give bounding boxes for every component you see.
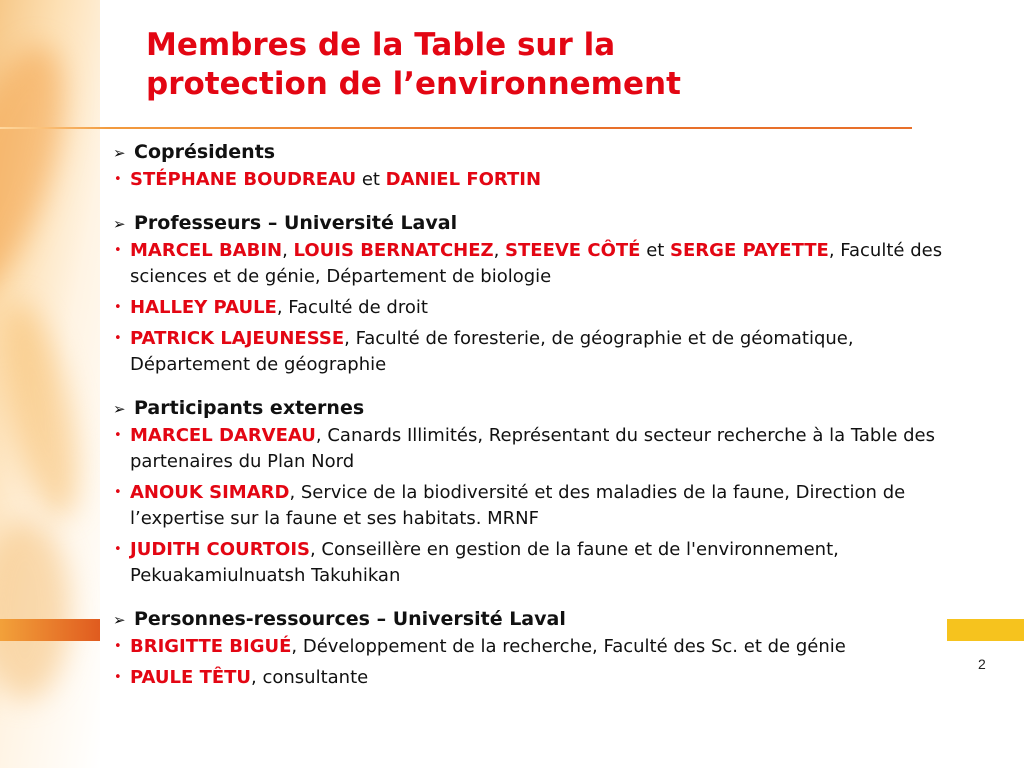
bullet-icon: • (114, 485, 122, 500)
member-affiliation: et (356, 169, 386, 190)
member-items (113, 238, 945, 378)
section-heading-text: Participants externes (134, 397, 365, 419)
member-affiliation: , Conseillère en gestion de la faune et de l'environnement, Pekuakamiulnuatsh Takuhikan (130, 539, 839, 586)
section (113, 209, 945, 378)
member-items (113, 423, 945, 589)
member-name: STEEVE CÔTÉ (505, 240, 641, 261)
member-entry (113, 537, 945, 589)
member-affiliation: , consultante (251, 667, 369, 688)
slide-title-line-2: protection de l’environnement (146, 66, 681, 102)
accent-bar-left (0, 619, 100, 641)
member-name: BRIGITTE BIGUÉ (130, 636, 292, 657)
bullet-icon: • (114, 639, 122, 654)
section (113, 138, 945, 193)
member-name: ANOUK SIMARD (130, 482, 290, 503)
section-heading (113, 209, 945, 238)
section (113, 605, 945, 691)
member-name: MARCEL DARVEAU (130, 425, 316, 446)
member-name: HALLEY PAULE (130, 297, 277, 318)
bullet-icon: • (114, 172, 122, 187)
arrow-bullet-icon: ➢ (113, 611, 126, 629)
member-name: PATRICK LAJEUNESSE (130, 328, 345, 349)
arrow-bullet-icon: ➢ (113, 400, 126, 418)
decorative-left-band (0, 0, 100, 768)
member-affiliation: , Canards Illimités, Représentant du secteur recherche à la Table des partenaires du Plan Nord (130, 425, 935, 472)
title-underline (0, 127, 912, 129)
arrow-bullet-icon: ➢ (113, 215, 126, 233)
member-name: STÉPHANE BOUDREAU (130, 169, 357, 190)
member-name: MARCEL BABIN (130, 240, 283, 261)
member-affiliation: , Faculté des sciences et de génie, Département de biologie (130, 240, 943, 287)
member-entry (113, 167, 945, 193)
member-entry (113, 423, 945, 475)
member-name: LOUIS BERNATCHEZ (293, 240, 494, 261)
accent-bar-right (947, 619, 1024, 641)
bullet-icon: • (114, 428, 122, 443)
section-heading-text: Professeurs – Université Laval (134, 212, 458, 234)
member-list (113, 138, 945, 707)
member-entry (113, 634, 945, 660)
member-name: JUDITH COURTOIS (130, 539, 310, 560)
decorative-glow (0, 296, 92, 524)
member-affiliation: , Faculté de droit (276, 297, 428, 318)
bullet-icon: • (114, 670, 122, 685)
member-affiliation: , Développement de la recherche, Faculté des Sc. et de génie (291, 636, 846, 657)
bullet-icon: • (114, 243, 122, 258)
member-entry (113, 238, 945, 290)
slide-title-line-1: Membres de la Table sur la (146, 27, 616, 63)
member-name: SERGE PAYETTE (670, 240, 829, 261)
arrow-bullet-icon: ➢ (113, 144, 126, 162)
member-affiliation: , (282, 240, 294, 261)
section-heading-text: Coprésidents (134, 141, 276, 163)
slide-title (146, 26, 906, 104)
decorative-glow (0, 32, 88, 307)
member-affiliation: et (640, 240, 671, 261)
bullet-icon: • (114, 542, 122, 557)
member-entry (113, 295, 945, 321)
member-entry (113, 665, 945, 691)
member-items (113, 167, 945, 193)
bullet-icon: • (114, 300, 122, 315)
member-items (113, 634, 945, 691)
page-number: 2 (978, 656, 986, 672)
section-heading (113, 605, 945, 634)
section (113, 394, 945, 589)
section-heading-text: Personnes-ressources – Université Laval (134, 608, 566, 630)
member-entry (113, 326, 945, 378)
member-entry (113, 480, 945, 532)
member-name: DANIEL FORTIN (385, 169, 542, 190)
member-affiliation: , Service de la biodiversité et des maladies de la faune, Direction de l’expertise sur la faune et ses habitats. MRNF (130, 482, 906, 529)
decorative-glow (0, 520, 70, 700)
section-heading (113, 394, 945, 423)
member-name: PAULE TÊTU (130, 667, 252, 688)
bullet-icon: • (114, 331, 122, 346)
member-affiliation: , (493, 240, 506, 261)
member-affiliation: , Faculté de foresterie, de géographie et de géomatique, Département de géographie (130, 328, 854, 375)
section-heading (113, 138, 945, 167)
